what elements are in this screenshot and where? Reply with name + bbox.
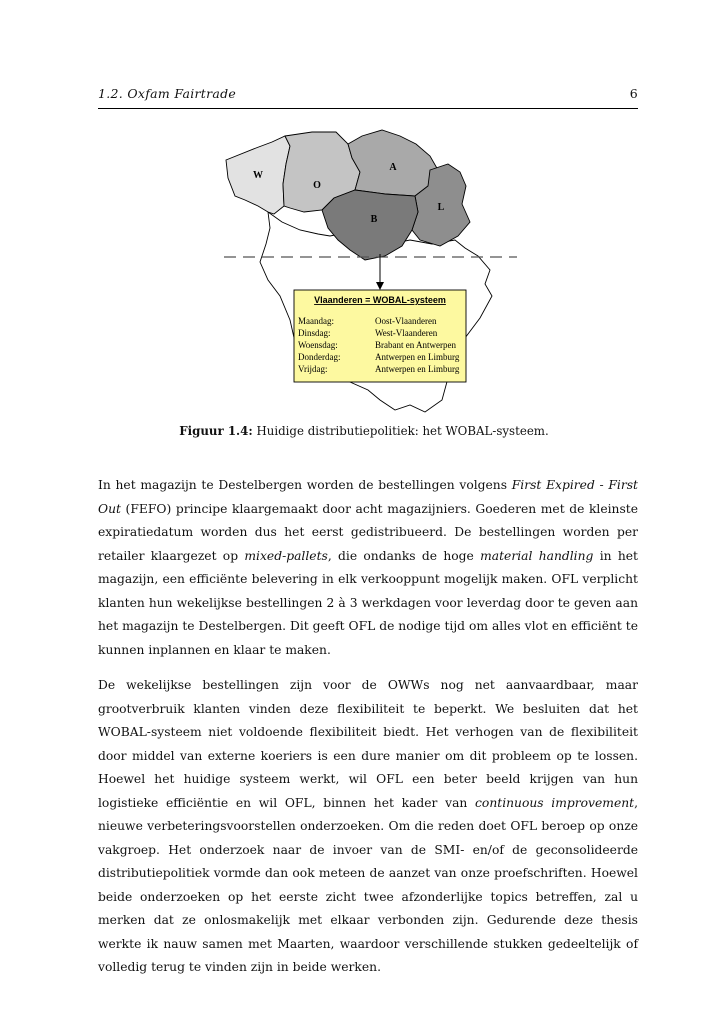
text-run: De wekelijkse bestellingen zijn voor de OWWs nog net aanvaardbaar, maar grootverbruik klanten vinden deze flexibiliteit te beperkt. We besluiten dat het WOBAL-systeem niet voldoende flexibiliteit biedt. Het verhogen van de flexibiliteit door middel van externe koeriers is een dure manier om dit probleem op te lossen. Hoewel het huidige systeem werkt, wil OFL een beter beeld krijgen van hun logistieke efficiëntie en wil OFL, binnen het kader van — [98, 678, 638, 810]
text-run: in het magazijn, een efficiënte belevering in elk verkooppunt mogelijk maken. OFL verplicht klanten hun wekelijkse bestellingen 2 à 3 werkdagen voor leverdag door te geven aan het magazijn te Destelbergen. Dit geeft OFL de nodige tijd om alles vlot en efficiënt te kunnen inplannen en klaar te maken. — [98, 548, 638, 657]
legend-region: Brabant en Antwerpen — [375, 340, 456, 350]
text-run: In het magazijn te Destelbergen worden de bestellingen volgens — [98, 478, 512, 492]
legend-day: Donderdag: — [298, 352, 341, 362]
paragraph — [98, 674, 638, 980]
italic-term: continuous improvement — [475, 795, 635, 810]
map-label-l: L — [437, 202, 445, 213]
map-label-o: O — [313, 180, 321, 191]
legend-region: Oost-Vlaanderen — [375, 316, 437, 326]
legend-day: Maandag: — [298, 316, 334, 326]
legend-region: Antwerpen en Limburg — [375, 364, 460, 374]
legend-region: Antwerpen en Limburg — [375, 352, 460, 362]
legend-title: Vlaanderen = WOBAL-systeem — [314, 295, 446, 305]
legend-day: Woensdag: — [298, 340, 338, 350]
italic-term: First Expired - First Out — [98, 478, 638, 516]
map-label-w: W — [253, 170, 263, 181]
caption-label: Figuur 1.4: — [179, 424, 253, 438]
figure-caption — [0, 424, 728, 438]
wobal-map — [0, 0, 728, 420]
italic-term: material handling — [480, 548, 594, 563]
legend-day: Vrijdag: — [298, 364, 328, 374]
figure — [0, 0, 728, 420]
legend-day: Dinsdag: — [298, 328, 331, 338]
map-label-b: B — [370, 214, 378, 225]
body-text — [98, 474, 638, 992]
italic-term: mixed-pallets — [244, 548, 328, 563]
text-run: , die ondanks de hoge — [327, 548, 481, 563]
legend-region: West-Vlaanderen — [375, 328, 438, 338]
text-run: , nieuwe verbeteringsvoorstellen onderzoeken. Om die reden doet OFL beroep op onze vakgroep. Het onderzoek naar de invoer van de SMI- en/of de geconsolideerde distributiepolitiek vormde dan ook meteen de aanzet van onze proefschriften. Hoewel beide onderzoeken op het eerste zicht twee afzonderlijke topics betreffen, zal u merken dat ze onlosmakelijk met elkaar verbonden zijn. Gedurende deze thesis werkte ik nauw samen met Maarten, waardoor verschillende stukken gedeeltelijk of volledig terug te vinden zijn in beide werken. — [98, 795, 638, 974]
caption-text: Huidige distributiepolitiek: het WOBAL-systeem. — [252, 424, 549, 438]
section-title: 1.2. Oxfam Fairtrade — [98, 86, 237, 101]
text-run: (FEFO) principe klaargemaakt door acht magazijniers. Goederen met de kleinste expiratiedatum worden dus het eerst gedistribueerd. De bestellingen worden per retailer klaargezet op — [98, 501, 638, 563]
map-label-a: A — [389, 162, 397, 173]
page-number: 6 — [629, 86, 638, 101]
paragraph — [98, 474, 638, 662]
